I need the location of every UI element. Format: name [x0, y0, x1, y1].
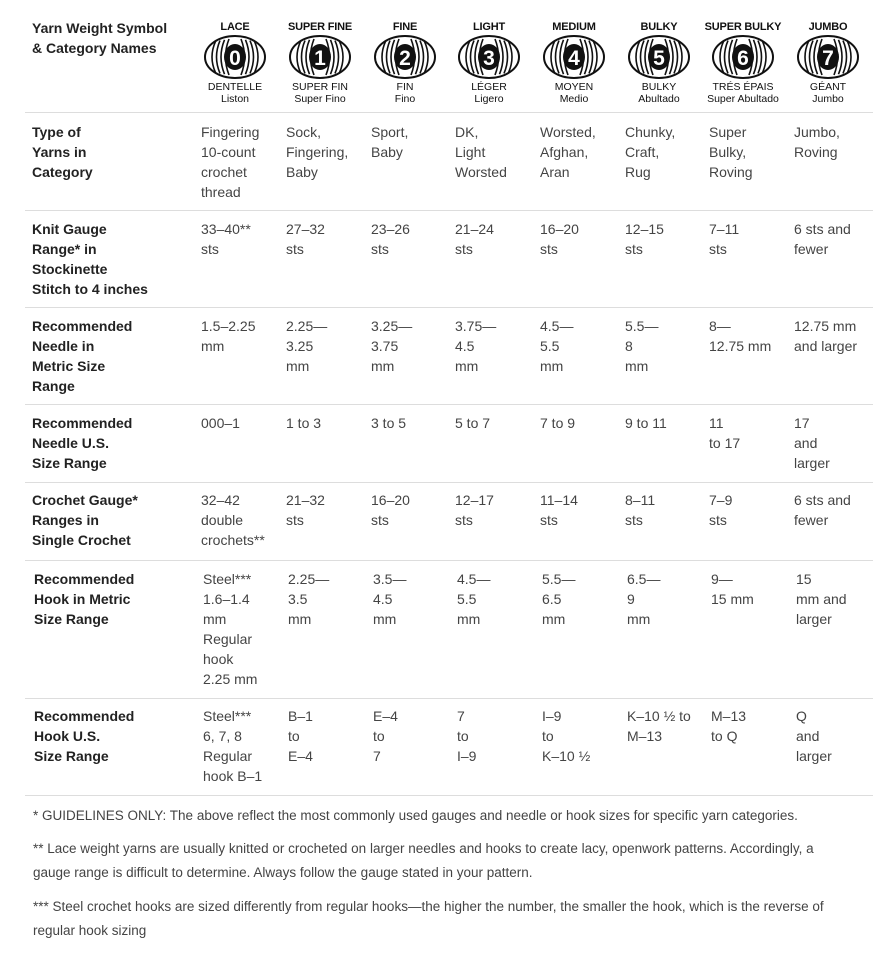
yarn-skein-icon	[796, 34, 860, 80]
symbol-spanish-name: Fino	[394, 93, 416, 105]
symbol-french-name: BULKY	[641, 81, 677, 93]
symbol-spanish-name: Super Abultado	[707, 93, 779, 105]
symbol-number: 7	[822, 47, 834, 70]
table-cell: 2.25— 3.5 mm	[288, 571, 330, 627]
symbol-number: 4	[568, 47, 580, 70]
table-cell: 5.5— 8 mm	[625, 318, 659, 374]
row-label: Recommended Hook in Metric Size Range	[34, 571, 135, 627]
table-cell: 16–20 sts	[371, 492, 410, 528]
table-cell: 2.25— 3.25 mm	[286, 318, 328, 374]
table-cell: DK, Light Worsted	[455, 124, 507, 180]
table-cell: Sock, Fingering, Baby	[286, 124, 349, 180]
symbol-french-name: TRÉS ÉPAIS	[712, 81, 774, 93]
table-cell: 3 to 5	[371, 415, 407, 431]
row-divider	[25, 112, 873, 113]
symbol-french-name: DENTELLE	[207, 81, 263, 93]
table-cell: 23–26 sts	[371, 221, 410, 257]
table-cell: 5.5— 6.5 mm	[542, 571, 576, 627]
table-cell: 12.75 mm and larger	[794, 318, 858, 354]
symbol-french-name: SUPER FIN	[291, 81, 348, 93]
table-cell: B–1 to E–4	[288, 708, 313, 764]
yarn-skein-icon	[373, 34, 437, 80]
table-cell: 4.5— 5.5 mm	[540, 318, 574, 374]
table-cell: Fingering 10-count crochet thread	[201, 124, 260, 200]
table-cell: 6 sts and fewer	[794, 221, 851, 257]
symbol-french-name: LÉGER	[471, 81, 507, 93]
symbol-category-name: SUPER BULKY	[704, 21, 782, 33]
table-cell: Jumbo, Roving	[794, 124, 840, 160]
table-cell: 3.5— 4.5 mm	[373, 571, 407, 627]
table-cell: 9 to 11	[625, 415, 667, 431]
yarn-skein-icon	[627, 34, 691, 80]
table-cell: 6 sts and fewer	[794, 492, 851, 528]
table-cell: 9— 15 mm	[711, 571, 754, 607]
table-cell: K–10 ½ to M–13	[627, 708, 691, 744]
table-cell: 3.75— 4.5 mm	[455, 318, 497, 374]
row-divider	[25, 307, 873, 308]
symbol-spanish-name: Liston	[220, 93, 250, 105]
table-cell: Steel*** 6, 7, 8 Regular hook B–1	[203, 708, 263, 784]
table-cell: Sport, Baby	[371, 124, 409, 160]
table-cell: Worsted, Afghan, Aran	[540, 124, 596, 180]
table-cell: 15 mm and larger	[796, 571, 847, 627]
footnote-lace: ** Lace weight yarns are usually knitted or crocheted on larger needles and hooks to create lacy, openwork patterns. Accordingly, a gauge range is difficult to determine. Always follow the gauge stated in your pattern.	[33, 841, 814, 880]
symbol-french-name: GÉANT	[809, 81, 847, 93]
yarn-symbol-3	[447, 20, 531, 105]
yarn-symbol-2	[363, 20, 447, 105]
yarn-symbol-1	[278, 20, 362, 105]
table-cell: 4.5— 5.5 mm	[457, 571, 491, 627]
yarn-symbol-0	[193, 20, 277, 105]
yarn-skein-icon	[457, 34, 521, 80]
row-label: Recommended Needle in Metric Size Range	[32, 318, 133, 394]
yarn-skein-icon	[711, 34, 775, 80]
footnote-guidelines: * GUIDELINES ONLY: The above reflect the most commonly used gauges and needle or hook sizes for specific yarn categories.	[33, 808, 798, 823]
header-label: Yarn Weight Symbol & Category Names	[32, 20, 168, 56]
row-label: Knit Gauge Range* in Stockinette Stitch to 4 inches	[32, 221, 148, 297]
symbol-number: 6	[737, 47, 749, 70]
table-cell: 11–14 sts	[540, 492, 578, 528]
yarn-symbol-4	[532, 20, 616, 105]
symbol-category-name: BULKY	[640, 21, 678, 33]
table-cell: 8–11 sts	[625, 492, 656, 528]
table-cell: 1.5–2.25 mm	[201, 318, 256, 354]
symbol-spanish-name: Super Fino	[294, 93, 346, 105]
symbol-spanish-name: Jumbo	[812, 93, 844, 105]
row-divider	[25, 482, 873, 483]
table-cell: Chunky, Craft, Rug	[625, 124, 676, 180]
table-cell: 12–15 sts	[625, 221, 664, 257]
table-cell: 6.5— 9 mm	[627, 571, 661, 627]
yarn-symbol-5	[617, 20, 701, 105]
table-cell: I–9 to K–10 ½	[542, 708, 591, 764]
table-cell: 7–11 sts	[709, 221, 740, 257]
symbol-number: 2	[399, 47, 411, 70]
row-label: Recommended Needle U.S. Size Range	[32, 415, 133, 471]
table-cell: 21–24 sts	[455, 221, 494, 257]
symbol-spanish-name: Ligero	[474, 93, 504, 105]
table-cell: 7–9 sts	[709, 492, 733, 528]
table-cell: 32–42 double crochets**	[201, 492, 265, 548]
table-cell: 16–20 sts	[540, 221, 579, 257]
table-cell: 3.25— 3.75 mm	[371, 318, 413, 374]
symbol-category-name: LIGHT	[473, 21, 505, 33]
table-cell: 5 to 7	[455, 415, 491, 431]
table-cell: 33–40** sts	[201, 221, 251, 257]
symbol-category-name: FINE	[392, 21, 418, 33]
table-cell: 7 to I–9	[457, 708, 477, 764]
table-cell: 12–17 sts	[455, 492, 494, 528]
row-label: Crochet Gauge* Ranges in Single Crochet	[32, 492, 138, 548]
yarn-skein-icon	[288, 34, 352, 80]
symbol-number: 1	[314, 47, 326, 70]
table-cell: 8— 12.75 mm	[709, 318, 772, 354]
row-divider	[25, 560, 873, 561]
table-cell: Super Bulky, Roving	[709, 124, 753, 180]
row-divider	[25, 698, 873, 699]
table-cell: 7 to 9	[540, 415, 576, 431]
symbol-category-name: JUMBO	[808, 21, 848, 33]
symbol-category-name: LACE	[220, 21, 250, 33]
symbol-number: 0	[229, 47, 241, 70]
table-cell: 17 and larger	[794, 415, 830, 471]
table-cell: 21–32 sts	[286, 492, 325, 528]
table-cell: 11 to 17	[709, 415, 741, 451]
table-cell: 1 to 3	[286, 415, 322, 431]
symbol-category-name: SUPER FINE	[287, 21, 352, 33]
symbol-category-name: MEDIUM	[552, 21, 596, 33]
row-divider	[25, 795, 873, 796]
yarn-symbol-7	[786, 20, 870, 105]
symbol-french-name: MOYEN	[554, 81, 594, 93]
symbol-number: 5	[653, 47, 665, 70]
symbol-spanish-name: Medio	[559, 93, 589, 105]
table-cell: E–4 to 7	[373, 708, 398, 764]
yarn-skein-icon	[542, 34, 606, 80]
table-cell: M–13 to Q	[711, 708, 747, 744]
symbol-spanish-name: Abultado	[638, 93, 680, 105]
footnote-steel-hooks: *** Steel crochet hooks are sized differently from regular hooks—the higher the number, the smaller the hook, which is the reverse of regular hook sizing	[33, 899, 824, 938]
yarn-symbol-6	[701, 20, 785, 105]
symbol-number: 3	[483, 47, 495, 70]
row-label: Recommended Hook U.S. Size Range	[34, 708, 135, 764]
table-cell: 000–1	[201, 415, 240, 431]
row-label: Type of Yarns in Category	[32, 124, 93, 180]
table-cell: Q and larger	[796, 708, 832, 764]
row-divider	[25, 404, 873, 405]
yarn-skein-icon	[203, 34, 267, 80]
symbol-french-name: FIN	[396, 81, 414, 93]
row-divider	[25, 210, 873, 211]
table-cell: 27–32 sts	[286, 221, 325, 257]
table-cell: Steel*** 1.6–1.4 mm Regular hook 2.25 mm	[203, 571, 258, 687]
